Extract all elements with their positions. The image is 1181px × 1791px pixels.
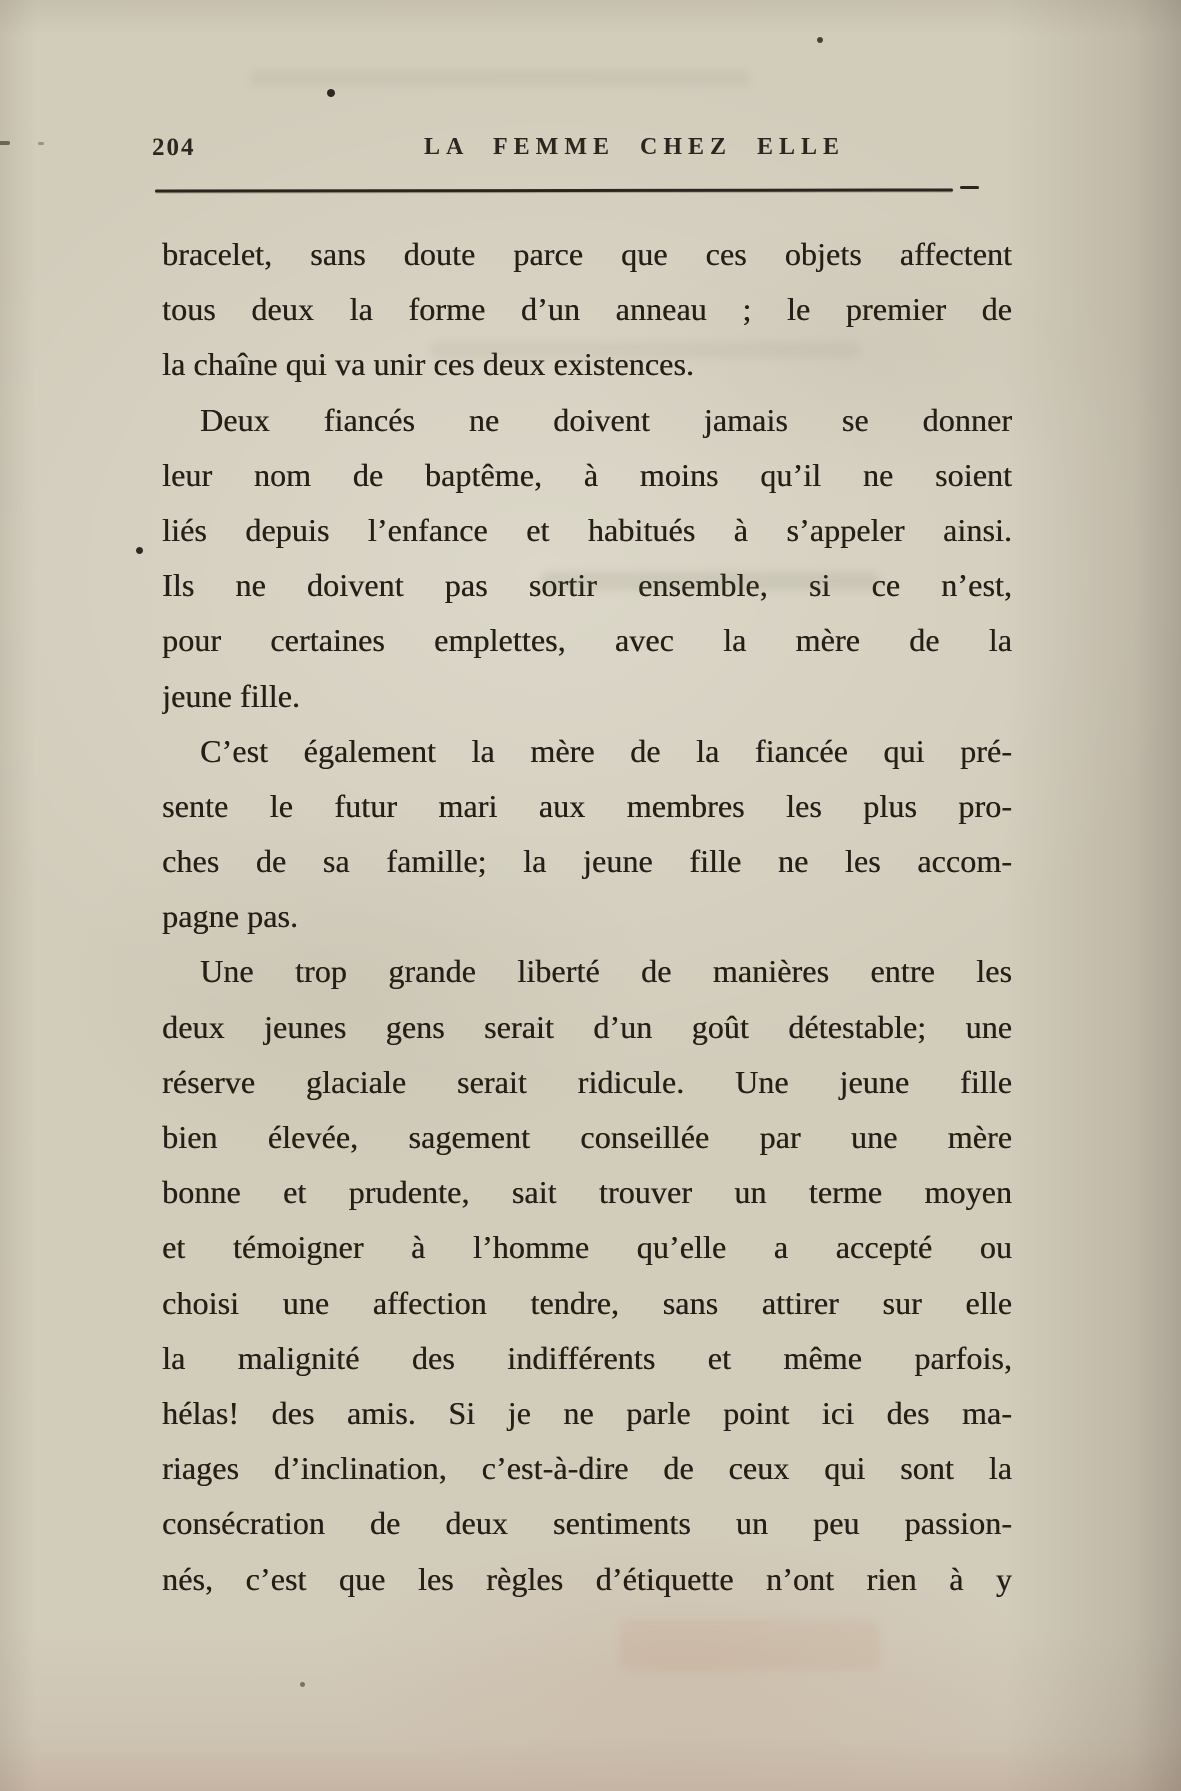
body-text	[162, 227, 1012, 1607]
margin-dot	[136, 547, 143, 554]
ink-speck	[817, 37, 823, 43]
text-line: choisi une affection tendre, sans attirer sur elle	[162, 1284, 1012, 1321]
text-line: bien élevée, sagement conseillée par une mère	[162, 1119, 1012, 1155]
text-line: hélas! des amis. Si je ne parle point ici des ma-	[162, 1394, 1012, 1431]
text-line: deux jeunes gens serait d’un goût détestable; une	[162, 1008, 1012, 1045]
bleed-through-smudge	[540, 572, 880, 590]
text-line: Deux fiancés ne doivent jamais se donner	[200, 401, 1012, 438]
text-line: pour certaines emplettes, avec la mère de la	[162, 622, 1012, 659]
edge-mark	[0, 141, 10, 145]
text-line: pagne pas.	[162, 898, 299, 935]
text-line: leur nom de baptême, à moins qu’il ne soient	[162, 456, 1012, 493]
edge-mark	[38, 142, 44, 145]
text-line: riages d’inclination, c’est-à-dire de ceux qui sont la	[162, 1450, 1012, 1487]
text-line: nés, c’est que les règles d’étiquette n’ont rien à y	[162, 1560, 1012, 1597]
ink-speck	[300, 1682, 305, 1687]
text-line: C’est également la mère de la fiancée qui pré-	[200, 732, 1012, 769]
text-line: tous deux la forme d’un anneau ; le premier de	[162, 291, 1012, 328]
text-line: Une trop grande liberté de manières entre les	[200, 953, 1012, 990]
header-rule	[155, 188, 953, 192]
text-line: réserve glaciale serait ridicule. Une jeune fille	[162, 1063, 1012, 1100]
text-line: liés depuis l’enfance et habitués à s’appeler ainsi.	[162, 511, 1012, 548]
page-number: 204	[152, 134, 196, 161]
text-line: la chaîne qui va unir ces deux existences.	[162, 346, 694, 383]
running-title: LA FEMME CHEZ ELLE	[424, 134, 846, 160]
text-line: bonne et prudente, sait trouver un terme moyen	[162, 1174, 1012, 1211]
text-line: et témoigner à l’homme qu’elle a accepté ou	[162, 1229, 1012, 1266]
ink-speck	[327, 89, 335, 97]
text-line: consécration de deux sentiments un peu passion-	[162, 1505, 1012, 1542]
text-line: jeune fille.	[162, 677, 301, 714]
text-line: bracelet, sans doute parce que ces objets affectent	[162, 236, 1012, 272]
text-line: la malignité des indifférents et même parfois,	[162, 1339, 1012, 1376]
header-rule-dash	[960, 186, 979, 189]
bleed-through-smudge	[430, 342, 860, 358]
text-line: Ils ne doivent pas sortir ensemble, si ce n’est,	[162, 567, 1012, 604]
paper-stain	[620, 1620, 880, 1670]
text-line: sente le futur mari aux membres les plus pro-	[162, 787, 1012, 824]
text-line: ches de sa famille; la jeune fille ne les accom-	[162, 843, 1012, 880]
bleed-through-smudge	[250, 70, 750, 86]
